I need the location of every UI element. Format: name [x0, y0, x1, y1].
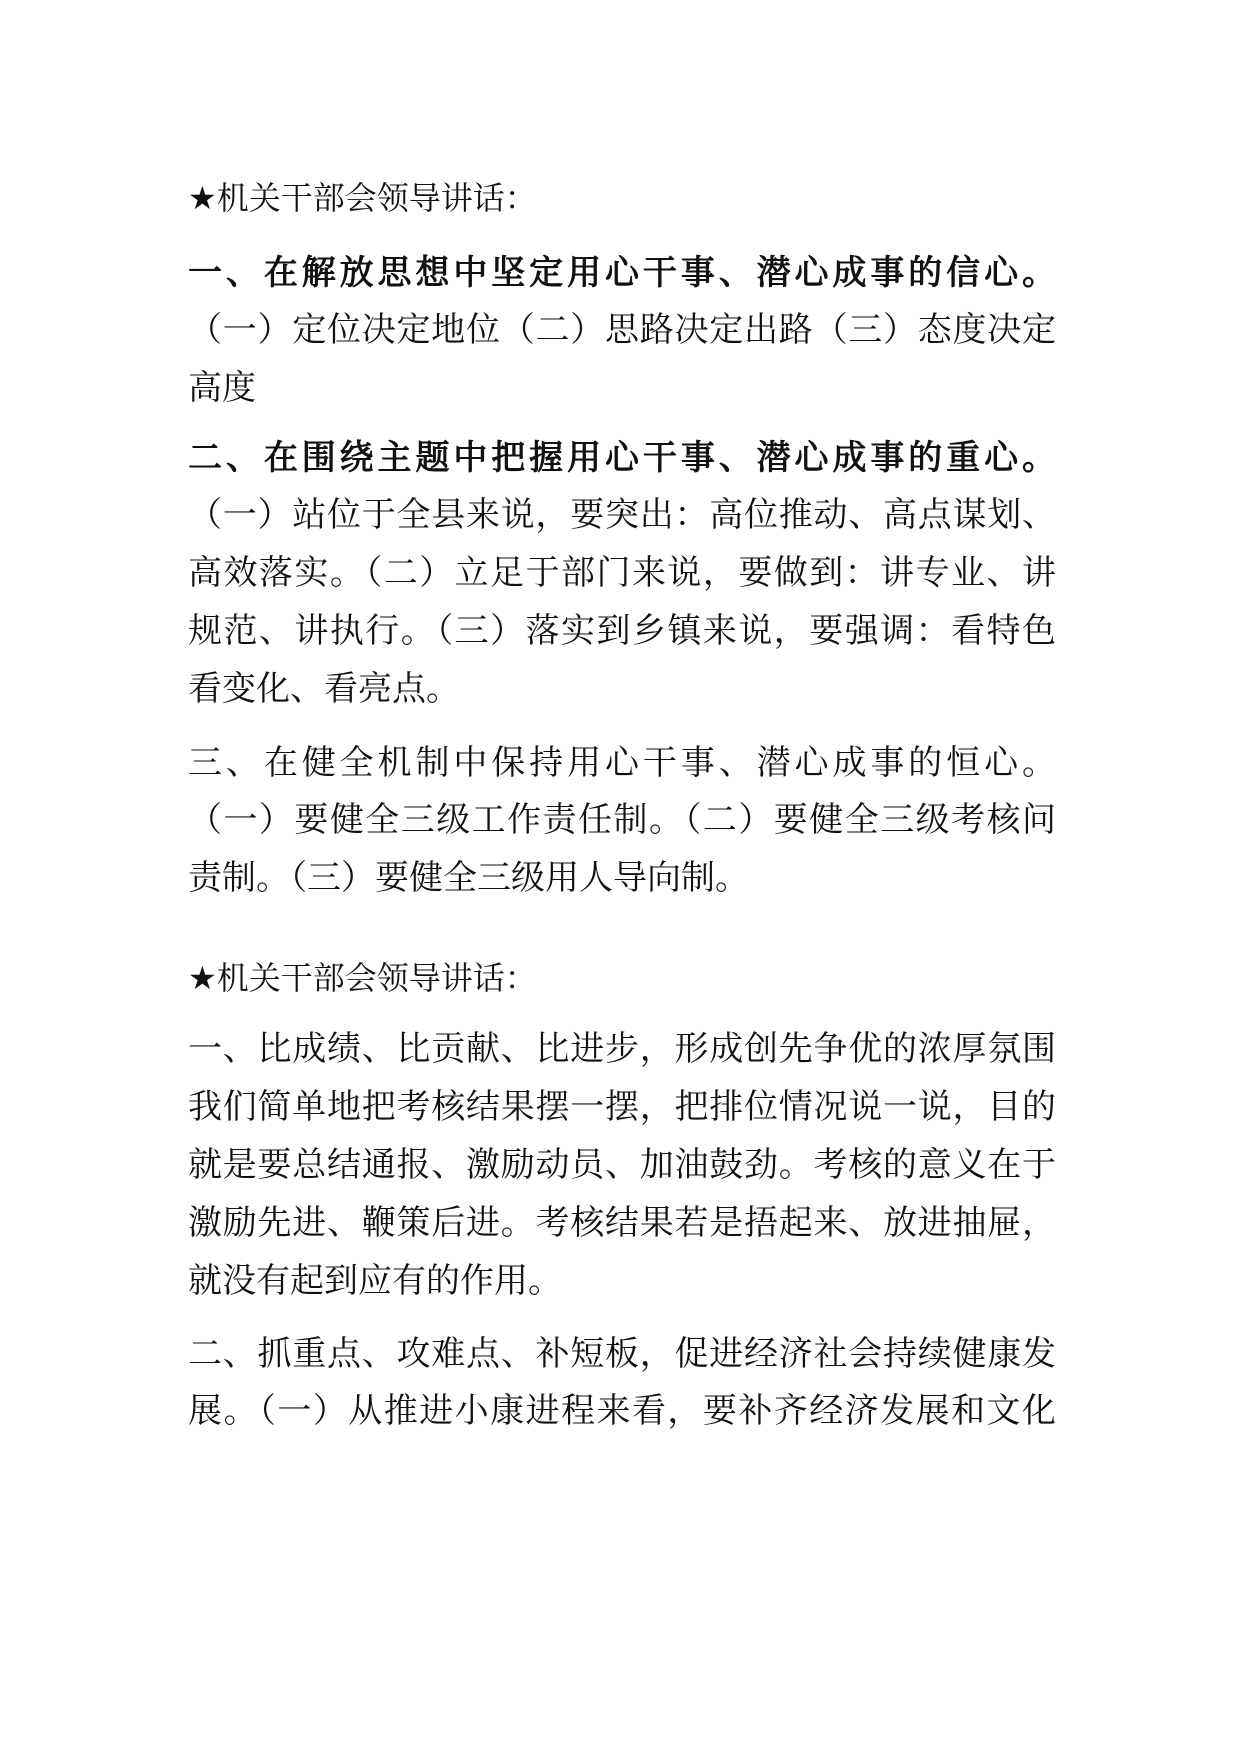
paragraph-line: 就没有起到应有的作用。 — [188, 1261, 562, 1301]
paragraph-line: 高度 — [188, 368, 256, 408]
paragraph-line: 一、在解放思想中坚定用心干事、潜心成事的信心。 — [188, 253, 1056, 293]
paragraph-line: 一、比成绩、比贡献、比进步，形成创先争优的浓厚氛围 — [188, 1029, 1056, 1069]
paragraph-line: 就是要总结通报、激励动员、加油鼓劲。考核的意义在于 — [188, 1145, 1056, 1185]
paragraph-line: （一）定位决定地位（二）思路决定出路（三）态度决定 — [188, 310, 1056, 350]
paragraph-line: 看变化、看亮点。 — [188, 669, 460, 709]
paragraph-line: 二、在围绕主题中把握用心干事、潜心成事的重心。 — [188, 438, 1056, 478]
paragraph-line: 三、在健全机制中保持用心干事、潜心成事的恒心。 — [188, 743, 1056, 783]
paragraph-line: 我们简单地把考核结果摆一摆，把排位情况说一说，目的 — [188, 1087, 1056, 1127]
paragraph-line: 激励先进、鞭策后进。考核结果若是捂起来、放进抽屉， — [188, 1203, 1056, 1243]
paragraph-line: （一）站位于全县来说，要突出：高位推动、高点谋划、 — [188, 495, 1056, 535]
paragraph-line: （一）要健全三级工作责任制。（二）要健全三级考核问 — [188, 800, 1056, 840]
paragraph-line: 规范、讲执行。（三）落实到乡镇来说，要强调：看特色 — [188, 611, 1056, 651]
paragraph-line: 高效落实。（二）立足于部门来说，要做到：讲专业、讲 — [188, 553, 1056, 593]
section-heading: ★机关干部会领导讲话： — [188, 959, 537, 997]
paragraph-line: 二、抓重点、攻难点、补短板，促进经济社会持续健康发 — [188, 1334, 1056, 1374]
section-heading: ★机关干部会领导讲话： — [188, 179, 537, 217]
paragraph-line: 展。（一）从推进小康进程来看，要补齐经济发展和文化 — [188, 1391, 1056, 1431]
paragraph-line: 责制。（三）要健全三级用人导向制。 — [188, 858, 749, 898]
